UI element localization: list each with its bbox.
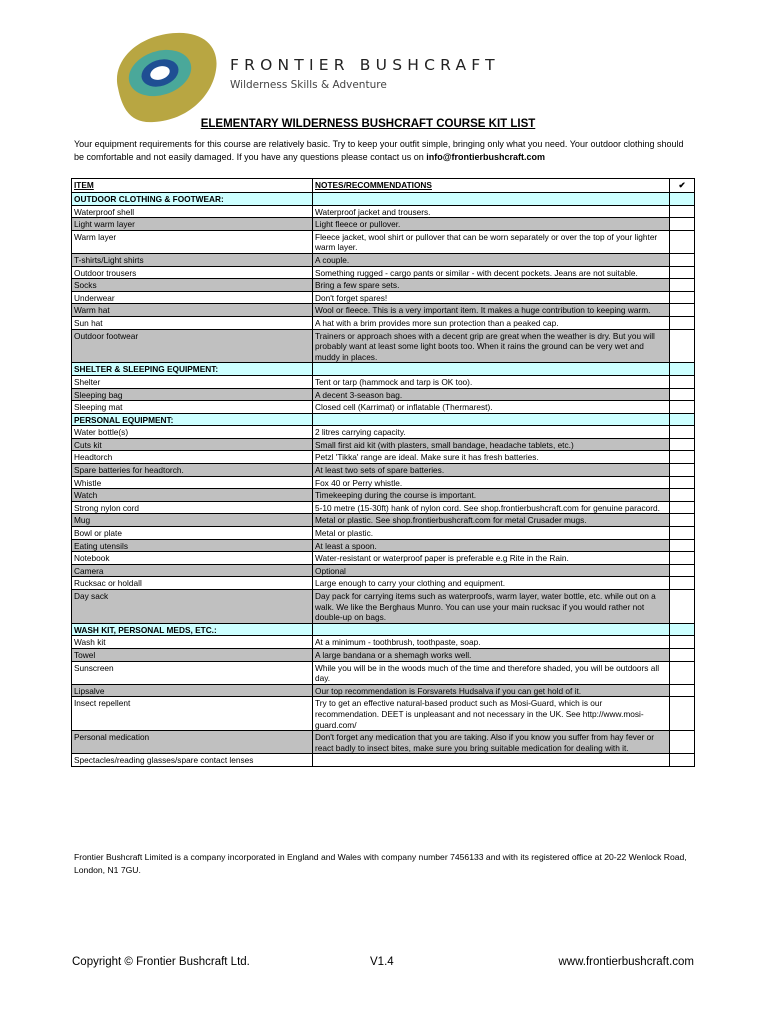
section-header-row	[72, 363, 695, 376]
notes-cell: 2 litres carrying capacity.	[313, 426, 670, 439]
item-cell: Sunscreen	[72, 661, 313, 684]
notes-cell: Optional	[313, 564, 670, 577]
item-cell: Shelter	[72, 375, 313, 388]
item-cell: T-shirts/Light shirts	[72, 253, 313, 266]
checkbox-cell[interactable]	[670, 731, 695, 754]
table-row	[72, 697, 695, 731]
frontier-bushcraft-logo	[110, 30, 222, 126]
notes-cell: A large bandana or a shemagh works well.	[313, 648, 670, 661]
checkbox-cell[interactable]	[670, 218, 695, 231]
header-notes: NOTES/RECOMMENDATIONS	[313, 179, 670, 193]
checkbox-cell[interactable]	[670, 388, 695, 401]
page-title: ELEMENTARY WILDERNESS BUSHCRAFT COURSE KIT LIST	[200, 118, 536, 130]
checkbox-cell[interactable]	[670, 577, 695, 590]
notes-cell: Metal or plastic.	[313, 527, 670, 540]
notes-cell: Light fleece or pullover.	[313, 218, 670, 231]
checkbox-cell[interactable]	[670, 636, 695, 649]
checkbox-cell[interactable]	[670, 684, 695, 697]
table-row	[72, 684, 695, 697]
kit-list-table	[71, 178, 695, 767]
table-row	[72, 464, 695, 477]
item-cell: Spare batteries for headtorch.	[72, 464, 313, 477]
footer-version: V1.4	[370, 956, 394, 968]
checkbox-cell	[670, 623, 695, 636]
notes-cell: Wool or fleece. This is a very important item. It makes a huge contribution to keeping warm.	[313, 304, 670, 317]
header-check-icon: ✔	[670, 179, 695, 193]
item-cell: Rucksac or holdall	[72, 577, 313, 590]
table-row	[72, 218, 695, 231]
item-cell: Water bottle(s)	[72, 426, 313, 439]
item-cell: Camera	[72, 564, 313, 577]
checkbox-cell[interactable]	[670, 527, 695, 540]
table-row	[72, 266, 695, 279]
table-row	[72, 501, 695, 514]
notes-cell: At least two sets of spare batteries.	[313, 464, 670, 477]
item-cell: Bowl or plate	[72, 527, 313, 540]
table-row	[72, 291, 695, 304]
brand-name: FRONTIER BUSHCRAFT	[230, 56, 500, 74]
checkbox-cell[interactable]	[670, 401, 695, 414]
notes-cell: Water-resistant or waterproof paper is preferable e.g Rite in the Rain.	[313, 552, 670, 565]
notes-cell	[313, 623, 670, 636]
notes-cell: Trainers or approach shoes with a decent grip are great when the weather is dry. But you will probably want at least some light boots too. When it rains the ground can be very wet and muddy in places.	[313, 329, 670, 363]
notes-cell: A couple.	[313, 253, 670, 266]
table-row	[72, 426, 695, 439]
item-cell: Cuts kit	[72, 438, 313, 451]
brand-tagline: Wilderness Skills & Adventure	[230, 79, 387, 91]
table-row	[72, 375, 695, 388]
company-note: Frontier Bushcraft Limited is a company incorporated in England and Wales with company number 7456133 and with its registered office at 20-22 Wenlock Road, London, N1 7GU.	[74, 852, 687, 875]
notes-cell: Closed cell (Karrimat) or inflatable (Thermarest).	[313, 401, 670, 414]
table-row	[72, 316, 695, 329]
table-row	[72, 451, 695, 464]
notes-cell: Small first aid kit (with plasters, small bandage, headache tablets, etc.)	[313, 438, 670, 451]
table-row	[72, 527, 695, 540]
checkbox-cell	[670, 413, 695, 426]
footer-copyright: Copyright © Frontier Bushcraft Ltd.	[72, 956, 250, 968]
table-row	[72, 329, 695, 363]
table-row	[72, 438, 695, 451]
notes-cell: Fox 40 or Perry whistle.	[313, 476, 670, 489]
notes-cell: Try to get an effective natural-based product such as Mosi-Guard, which is our recommendation. DEET is unpleasant and not necessary in the UK. See http://www.mosi-guard.com/	[313, 697, 670, 731]
intro-text: Your equipment requirements for this course are relatively basic. Try to keep your outfit simple, bringing only what you need. Your outdoor clothing should be comfortable and not easily damaged. If you have any questions please contact us on	[74, 139, 684, 162]
item-cell: Outdoor trousers	[72, 266, 313, 279]
notes-cell	[313, 363, 670, 376]
notes-cell: Our top recommendation is Forsvarets Hudsalva if you can get hold of it.	[313, 684, 670, 697]
item-cell: Notebook	[72, 552, 313, 565]
item-cell: Sleeping bag	[72, 388, 313, 401]
notes-cell: Petzl 'Tikka' range are ideal. Make sure it has fresh batteries.	[313, 451, 670, 464]
item-cell: Strong nylon cord	[72, 501, 313, 514]
checkbox-cell[interactable]	[670, 253, 695, 266]
notes-cell: Something rugged - cargo pants or similar - with decent pockets. Jeans are not suitable.	[313, 266, 670, 279]
table-row	[72, 661, 695, 684]
table-row	[72, 279, 695, 292]
item-cell: Insect repellent	[72, 697, 313, 731]
checkbox-cell[interactable]	[670, 205, 695, 218]
item-cell: Underwear	[72, 291, 313, 304]
footer-website[interactable]: www.frontierbushcraft.com	[558, 956, 694, 968]
table-row	[72, 304, 695, 317]
notes-cell: Bring a few spare sets.	[313, 279, 670, 292]
checkbox-cell[interactable]	[670, 316, 695, 329]
notes-cell: At a minimum - toothbrush, toothpaste, soap.	[313, 636, 670, 649]
notes-cell: Tent or tarp (hammock and tarp is OK too).	[313, 375, 670, 388]
checkbox-cell[interactable]	[670, 329, 695, 363]
notes-cell: Don't forget spares!	[313, 291, 670, 304]
notes-cell: 5-10 metre (15-30ft) hank of nylon cord. See shop.frontierbushcraft.com for genuine paracord.	[313, 501, 670, 514]
table-header-row	[72, 179, 695, 193]
notes-cell	[313, 413, 670, 426]
table-row	[72, 230, 695, 253]
item-cell: Sun hat	[72, 316, 313, 329]
notes-cell: At least a spoon.	[313, 539, 670, 552]
section-header-row	[72, 413, 695, 426]
table-row	[72, 401, 695, 414]
notes-cell: Timekeeping during the course is important.	[313, 489, 670, 502]
checkbox-cell[interactable]	[670, 304, 695, 317]
item-cell: Eating utensils	[72, 539, 313, 552]
item-cell: Socks	[72, 279, 313, 292]
table-row	[72, 205, 695, 218]
checkbox-cell[interactable]	[670, 375, 695, 388]
checkbox-cell[interactable]	[670, 501, 695, 514]
checkbox-cell[interactable]	[670, 279, 695, 292]
item-cell: Waterproof shell	[72, 205, 313, 218]
section-title: PERSONAL EQUIPMENT:	[72, 413, 313, 426]
checkbox-cell[interactable]	[670, 266, 695, 279]
item-cell: Whistle	[72, 476, 313, 489]
item-cell: Wash kit	[72, 636, 313, 649]
checkbox-cell[interactable]	[670, 552, 695, 565]
checkbox-cell	[670, 193, 695, 206]
item-cell: Outdoor footwear	[72, 329, 313, 363]
table-row	[72, 577, 695, 590]
item-cell: Sleeping mat	[72, 401, 313, 414]
checkbox-cell[interactable]	[670, 291, 695, 304]
table-row	[72, 564, 695, 577]
section-title: OUTDOOR CLOTHING & FOOTWEAR:	[72, 193, 313, 206]
notes-cell: Fleece jacket, wool shirt or pullover that can be worn separately or over the top of your lighter warm layer.	[313, 230, 670, 253]
table-row	[72, 590, 695, 624]
notes-cell: Day pack for carrying items such as waterproofs, warm layer, water bottle, etc. while out on a walk. We like the Berghaus Munro. You can use your main rucksac if you would rather not double-up on bags.	[313, 590, 670, 624]
checkbox-cell[interactable]	[670, 476, 695, 489]
item-cell: Mug	[72, 514, 313, 527]
checkbox-cell[interactable]	[670, 464, 695, 477]
item-cell: Headtorch	[72, 451, 313, 464]
item-cell: Personal medication	[72, 731, 313, 754]
table-row	[72, 648, 695, 661]
item-cell: Day sack	[72, 590, 313, 624]
notes-cell	[313, 193, 670, 206]
checkbox-cell[interactable]	[670, 648, 695, 661]
table-row	[72, 253, 695, 266]
item-cell: Towel	[72, 648, 313, 661]
checkbox-cell	[670, 363, 695, 376]
section-title: WASH KIT, PERSONAL MEDS, ETC.:	[72, 623, 313, 636]
section-header-row	[72, 193, 695, 206]
checkbox-cell[interactable]	[670, 697, 695, 731]
notes-cell	[313, 754, 670, 767]
notes-cell: Metal or plastic. See shop.frontierbushcraft.com for metal Crusader mugs.	[313, 514, 670, 527]
checkbox-cell[interactable]	[670, 661, 695, 684]
section-title: SHELTER & SLEEPING EQUIPMENT:	[72, 363, 313, 376]
item-cell: Light warm layer	[72, 218, 313, 231]
contact-email[interactable]: info@frontierbushcraft.com	[426, 151, 546, 162]
checkbox-cell[interactable]	[670, 754, 695, 767]
checkbox-cell[interactable]	[670, 426, 695, 439]
checkbox-cell[interactable]	[670, 564, 695, 577]
notes-cell: Waterproof jacket and trousers.	[313, 205, 670, 218]
checkbox-cell[interactable]	[670, 539, 695, 552]
table-row	[72, 539, 695, 552]
intro-paragraph	[74, 138, 694, 163]
checkbox-cell[interactable]	[670, 438, 695, 451]
table-row	[72, 388, 695, 401]
checkbox-cell[interactable]	[670, 230, 695, 253]
table-row	[72, 514, 695, 527]
checkbox-cell[interactable]	[670, 590, 695, 624]
item-cell: Lipsalve	[72, 684, 313, 697]
table-row	[72, 636, 695, 649]
section-header-row	[72, 623, 695, 636]
table-row	[72, 476, 695, 489]
notes-cell: A hat with a brim provides more sun protection than a peaked cap.	[313, 316, 670, 329]
notes-cell: While you will be in the woods much of the time and therefore shaded, you will be outdoors all day.	[313, 661, 670, 684]
notes-cell: Don't forget any medication that you are taking. Also if you know you suffer from hay fever or react badly to insect bites, make sure you bring suitable medication for dealing with it.	[313, 731, 670, 754]
brand-header	[230, 56, 500, 91]
item-cell: Warm layer	[72, 230, 313, 253]
table-row	[72, 489, 695, 502]
checkbox-cell[interactable]	[670, 489, 695, 502]
notes-cell: Large enough to carry your clothing and equipment.	[313, 577, 670, 590]
table-row	[72, 754, 695, 767]
table-row	[72, 731, 695, 754]
table-row	[72, 552, 695, 565]
header-item: ITEM	[72, 179, 313, 193]
notes-cell: A decent 3-season bag.	[313, 388, 670, 401]
item-cell: Spectacles/reading glasses/spare contact lenses	[72, 754, 313, 767]
item-cell: Warm hat	[72, 304, 313, 317]
item-cell: Watch	[72, 489, 313, 502]
checkbox-cell[interactable]	[670, 451, 695, 464]
checkbox-cell[interactable]	[670, 514, 695, 527]
